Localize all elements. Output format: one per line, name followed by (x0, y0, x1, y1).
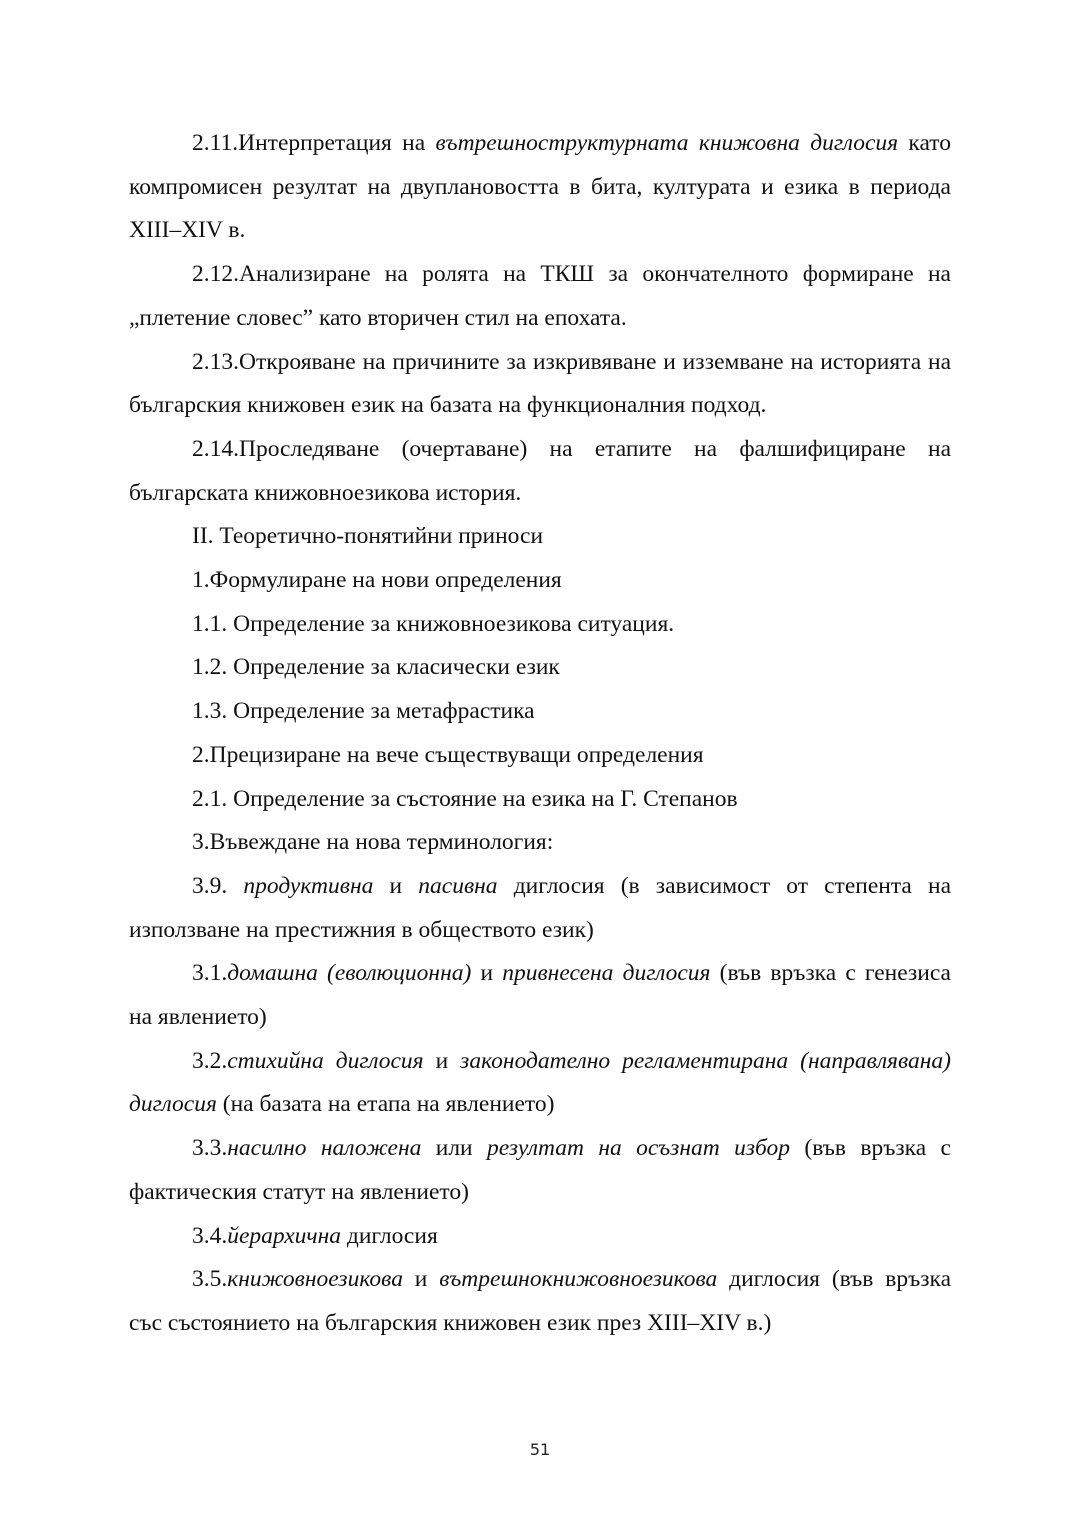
paragraph-3-2-num: 3.2. (192, 1047, 228, 1074)
paragraph-3-2-mid: и (423, 1047, 461, 1074)
paragraph-3-1-mid: и (471, 960, 503, 987)
list-item-1-2 (129, 646, 951, 690)
paragraph-3-3-rest: (във връзка с фактическия статут на явлението) (129, 1135, 951, 1205)
paragraph-2-12: 2.12.Анализиране на ролята на ТКШ за окончателното формиране на „плетение словес” като вторичен стил на епохата. (129, 261, 951, 331)
paragraph-3-9-num: 3.9. (192, 872, 244, 899)
paragraph-3-3 (129, 1127, 951, 1214)
paragraph-3-1-rest: (във връзка с генезиса на явлението) (129, 960, 951, 1031)
section-heading-ii-text: II. Теоретично-понятийни приноси (192, 523, 544, 550)
paragraph-3-9-italic-2: пасивна (418, 872, 498, 899)
paragraph-3-5 (129, 1258, 951, 1345)
paragraph-3-4-italic: йерархична (227, 1222, 342, 1249)
paragraph-3-5-rest: диглосия (във връзка със състоянието на българския книжовен език през XIII–XIV в.) (129, 1266, 951, 1336)
list-item-1-3-text: 1.3. Определение за метафрастика (192, 698, 535, 725)
paragraph-3-1-italic-1: домашна (еволюционна) (227, 960, 472, 987)
paragraph-2-13: 2.13.Открояване на причините за изкривяване и изземване на историята на българския книжовен език на базата на функционалния подход. (129, 348, 951, 419)
document-body (129, 122, 951, 1346)
paragraph-3-9-mid: и (373, 872, 419, 899)
paragraph-3-5-num: 3.5. (192, 1266, 228, 1293)
paragraph-3-5-italic-1: книжовноезикова (227, 1266, 403, 1293)
paragraph-3-2-rest: (на базата на етапа на явлението) (216, 1091, 555, 1118)
list-item-2-text: 2.Прецизиране на вече съществуващи определения (192, 741, 704, 768)
list-item-1-1-text: 1.1. Определение за книжовноезикова ситуация. (192, 610, 675, 637)
list-item-1-3 (129, 690, 951, 734)
paragraph-3-3-mid: или (421, 1135, 488, 1162)
list-item-2 (129, 734, 951, 778)
paragraph-3-3-italic-1: насилно наложена (227, 1135, 422, 1162)
list-item-1-2-text: 1.2. Определение за класически език (192, 654, 560, 681)
paragraph-3-9-italic-1: продуктивна (243, 872, 374, 899)
paragraph-3-3-num: 3.3. (192, 1135, 228, 1162)
paragraph-3-2-italic-1: стихийна диглосия (227, 1047, 424, 1074)
paragraph-3-4-num: 3.4. (192, 1222, 228, 1249)
page-number: 51 (529, 1440, 551, 1459)
paragraph-3-9-rest: диглосия (в зависимост от степента на използване на престижния в обществото език) (129, 872, 951, 943)
paragraph-2-11-lead: 2.11.Интерпретация на (192, 130, 436, 156)
list-item-1 (129, 559, 951, 603)
paragraph-2-14: 2.14.Проследяване (очертаване) на етапите на фалшифициране на българската книжовноезикова история. (129, 435, 951, 506)
paragraph-2-11-italic: вътрешноструктурната книжовна диглосия (435, 130, 899, 156)
list-item-1-text: 1.Формулиране на нови определения (192, 567, 562, 594)
paragraph-3-2-italic-2: законодателно регламентирана (направлявана) диглосия (129, 1047, 952, 1118)
paragraph-3-1-num: 3.1. (192, 960, 228, 987)
list-item-3-text: 3.Въвеждане на нова терминология: (192, 829, 554, 856)
paragraph-3-2 (129, 1040, 951, 1127)
paragraph-3-4-line (129, 1215, 951, 1259)
list-item-3 (129, 821, 951, 865)
paragraph-3-5-mid: и (402, 1266, 440, 1293)
paragraph-2-11 (129, 122, 951, 253)
section-heading-ii (129, 515, 951, 559)
paragraph-3-4 (129, 1215, 951, 1259)
paragraph-3-3-italic-2: резултат на осъзнат избор (487, 1135, 791, 1162)
paragraph-3-9 (129, 865, 951, 952)
paragraph-3-5-italic-2: вътрешнокнижовноезикова (439, 1266, 718, 1293)
paragraph-2-11-rest: като компромисен резултат на двуплановостта в бита, културата и езика в периода XIII–XIV в. (129, 130, 952, 244)
paragraph-3-1 (129, 952, 951, 1039)
list-item-2-1 (129, 778, 951, 822)
list-item-1-1 (129, 603, 951, 647)
paragraph-3-1-italic-2: привнесена диглосия (502, 960, 711, 987)
list-item-2-1-text: 2.1. Определение за състояние на езика на Г. Степанов (192, 785, 738, 812)
paragraph-3-4-rest: диглосия (341, 1222, 438, 1249)
